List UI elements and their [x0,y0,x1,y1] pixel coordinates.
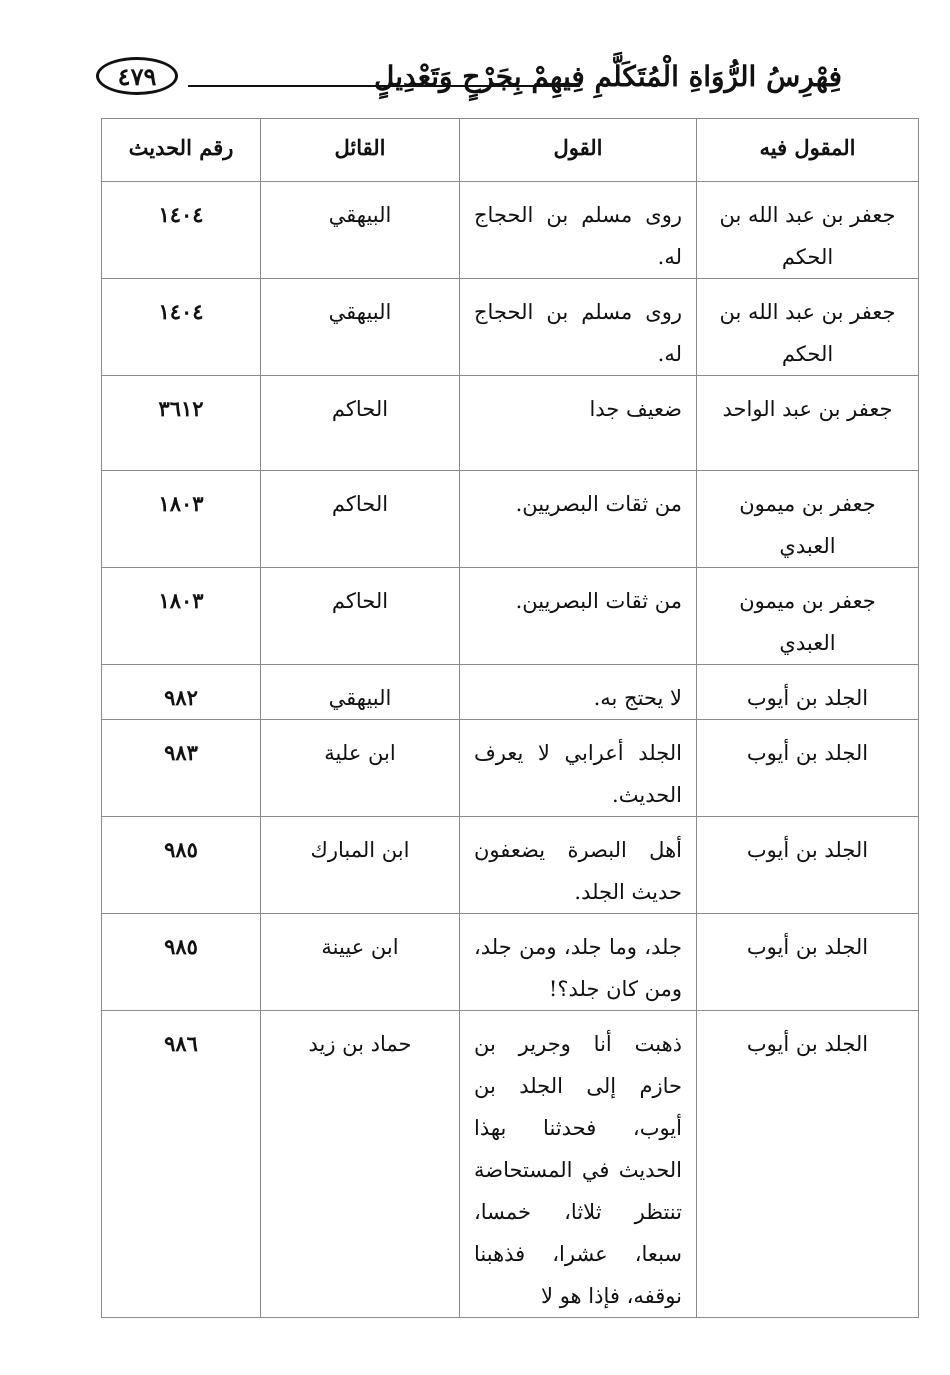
cell-saying: ضعيف جدا [460,376,697,471]
cell-hadith-number: ١٨٠٣ [102,568,261,665]
cell-sayer: البيهقي [261,182,460,279]
page-number: ٤٧٩ [96,57,178,95]
cell-hadith-number: ٩٨٥ [102,914,261,1011]
cell-hadith-number: ٩٨٢ [102,665,261,720]
col-header-subject: المقول فيه [697,119,919,182]
table-header-row [102,119,919,182]
table-row [102,720,919,817]
cell-saying: من ثقات البصريين. [460,471,697,568]
cell-sayer: الحاكم [261,471,460,568]
table-row [102,914,919,1011]
table-row [102,1011,919,1318]
cell-saying: روى مسلم بن الحجاج له. [460,182,697,279]
col-header-sayer: القائل [261,119,460,182]
cell-sayer: البيهقي [261,279,460,376]
cell-subject: الجلد بن أيوب [697,817,919,914]
cell-hadith-number: ١٤٠٤ [102,182,261,279]
cell-subject: جعفر بن عبد الله بن الحكم [697,182,919,279]
cell-subject: الجلد بن أيوب [697,1011,919,1318]
table-row [102,665,919,720]
page-header [96,52,842,102]
page-title: فِهْرِسُ الرُّوَاةِ الْمُتَكَلَّمِ فِيهِمْ بِجَرْحٍ وَتَعْدِيلٍ [374,60,842,93]
cell-sayer: ابن المبارك [261,817,460,914]
cell-sayer: ابن علية [261,720,460,817]
cell-subject: جعفر بن عبد الواحد [697,376,919,471]
cell-hadith-number: ٩٨٦ [102,1011,261,1318]
cell-hadith-number: ١٤٠٤ [102,279,261,376]
narrators-index-table [101,118,919,1318]
col-header-saying: القول [460,119,697,182]
table-row [102,471,919,568]
cell-sayer: البيهقي [261,665,460,720]
cell-sayer: ابن عيينة [261,914,460,1011]
cell-sayer: الحاكم [261,376,460,471]
cell-subject: جعفر بن عبد الله بن الحكم [697,279,919,376]
cell-sayer: حماد بن زيد [261,1011,460,1318]
table-row [102,817,919,914]
cell-saying: لا يحتج به. [460,665,697,720]
cell-saying: جلد، وما جلد، ومن جلد، ومن كان جلد؟! [460,914,697,1011]
table-row [102,279,919,376]
cell-hadith-number: ١٨٠٣ [102,471,261,568]
cell-saying: من ثقات البصريين. [460,568,697,665]
table-row [102,182,919,279]
cell-hadith-number: ٣٦١٢ [102,376,261,471]
cell-hadith-number: ٩٨٣ [102,720,261,817]
cell-subject: الجلد بن أيوب [697,665,919,720]
cell-saying: الجلد أعرابي لا يعرف الحديث. [460,720,697,817]
table-row [102,568,919,665]
cell-saying: روى مسلم بن الحجاج له. [460,279,697,376]
cell-hadith-number: ٩٨٥ [102,817,261,914]
cell-subject: جعفر بن ميمون العبدي [697,471,919,568]
cell-sayer: الحاكم [261,568,460,665]
cell-subject: الجلد بن أيوب [697,914,919,1011]
cell-subject: جعفر بن ميمون العبدي [697,568,919,665]
col-header-hadith-number: رقم الحديث [102,119,261,182]
cell-saying: ذهبت أنا وجرير بن حازم إلى الجلد بن أيوب، فحدثنا بهذا الحديث في المستحاضة تنتظر ثلاثا، خمسا، سبعا، عشرا، فذهبنا نوقفه، فإذا هو لا [460,1011,697,1318]
cell-subject: الجلد بن أيوب [697,720,919,817]
cell-saying: أهل البصرة يضعفون حديث الجلد. [460,817,697,914]
table-row [102,376,919,471]
